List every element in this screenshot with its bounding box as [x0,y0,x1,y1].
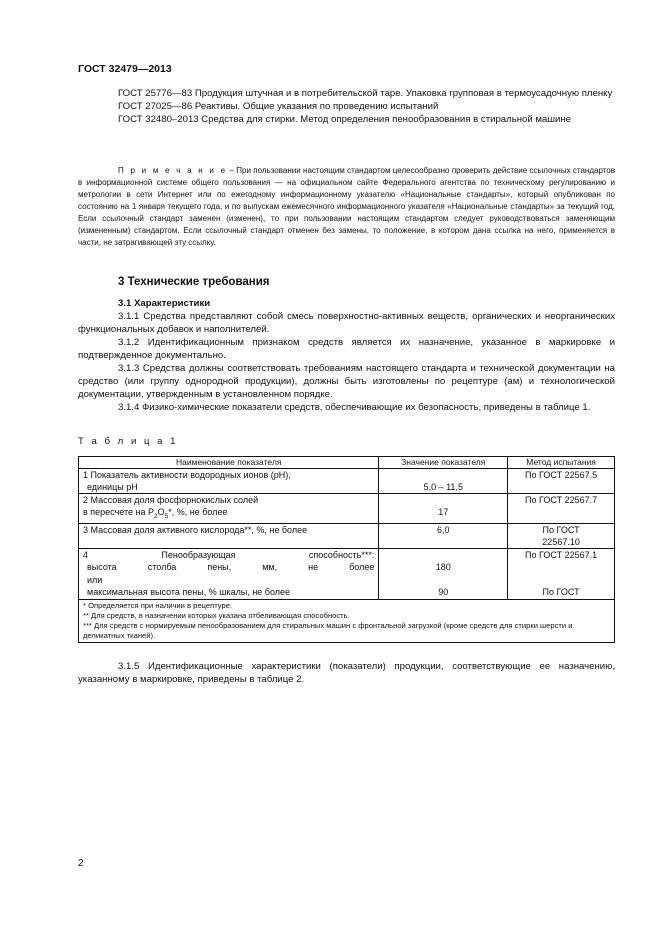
paragraph: 3.1.5 Идентификационные характеристики (показатели) продукции, соответствующие ее назначению, указанному в маркировке, приведены в таблице 2. [78,661,615,685]
paragraph: 3.1.1 Средства представляют собой смесь поверхностно-активных веществ, органических и неорганических функциональных добавок и наполнителей. [78,311,615,335]
subsection-title: 3.1 Характеристики [118,298,211,309]
page-number: 2 [78,858,84,869]
table-row: 2 Массовая доля фосфорнокислых солей в пересчете на $P_2O_5*$, %, не более 17 По ГОСТ 22567.7 [79,494,615,524]
document-header: ГОСТ 32479—2013 [78,63,172,75]
reference-item: ГОСТ 27025—86 Реактивы. Общие указания по проведению испытаний [118,101,439,112]
reference-item: ГОСТ 25776—83 Продукция штучная и в потребительской таре. Упаковка групповая в термоусадочную пленку [118,88,613,99]
note-label: П р и м е ч а н и е [118,166,228,175]
table-row: 1 Показатель активности водородных ионов (pH), единицы pH 5,0 – 11,5 По ГОСТ 22567.5 [79,469,615,494]
note-block [78,165,615,249]
section-title: 3 Технические требования [118,276,270,288]
paragraph: 3.1.4 Физико-химические показатели средств, обеспечивающие их безопасность, приведены в таблице 1. [118,402,591,413]
paragraph: 3.1.2 Идентификационным признаком средств является их назначение, указанное в маркировке и подтвержденное документально. [78,337,615,361]
footnote: *** Для средств с нормируемым пенообразованием для стиральных машин с фронтальной загрузкой (кроме средств для стирки шерсти и деликатных тканей). [83,620,573,640]
table-footnotes [79,599,615,642]
footnote: ** Для средств, в назначении которых указана отбеливающая способность. [83,610,350,620]
footnote: * Определяется при наличии в рецептуре. [83,600,233,610]
table-row: 4 Пенообразующая способность***: высота столба пены, мм, не более или максимальная высота пены, % шкалы, не более 180 90 По ГОСТ 22567.1 По ГОСТ [79,548,615,599]
column-header: Метод испытания [508,457,615,469]
note-text: – При пользовании настоящим стандартом целесообразно проверить действие ссылочных стандартов в информационной системе общего пользования — на официальном сайте Федерального агентства по техническому регулированию и метрологии в сети Интернет или по ежегодному информационному указателю «Национальные стандарты», который опубликован по состоянию на 1 января текущего года, и по выпускам ежемесячного информационного указателя «Национальные стандарты» за текущий год. Если ссылочный стандарт заменен (изменен), то при пользовании настоящим стандартом следует руководствоваться заменяющим (измененным) стандартом. Если ссылочный стандарт отменен без замены, то положение, в котором дана ссылка на него, применяется в части, не затрагивающей эту ссылку. [78,166,615,247]
table-row: 3 Массовая доля активного кислорода**, %, не более 6,0 По ГОСТ 22567.10 [79,523,615,548]
normative-references [78,87,615,126]
column-header: Наименование показателя [79,457,379,469]
indicators-table [78,456,615,643]
paragraph: 3.1.3 Средства должны соответствовать требованиям настоящего стандарта и технической документации на средство (или группу однородной продукции), должны быть изготовлены по рецептуре (ам) и технологической документации, утвержденным в установленном порядке. [78,363,615,400]
section-body [78,310,615,414]
table-header-row [79,457,615,469]
after-table-text [78,660,615,686]
reference-item: ГОСТ 32480–2013 Средства для стирки. Метод определения пенообразования в стиральной машине [118,114,572,125]
table-caption: Т а б л и ц а 1 [78,436,178,447]
column-header: Значение показателя [379,457,508,469]
